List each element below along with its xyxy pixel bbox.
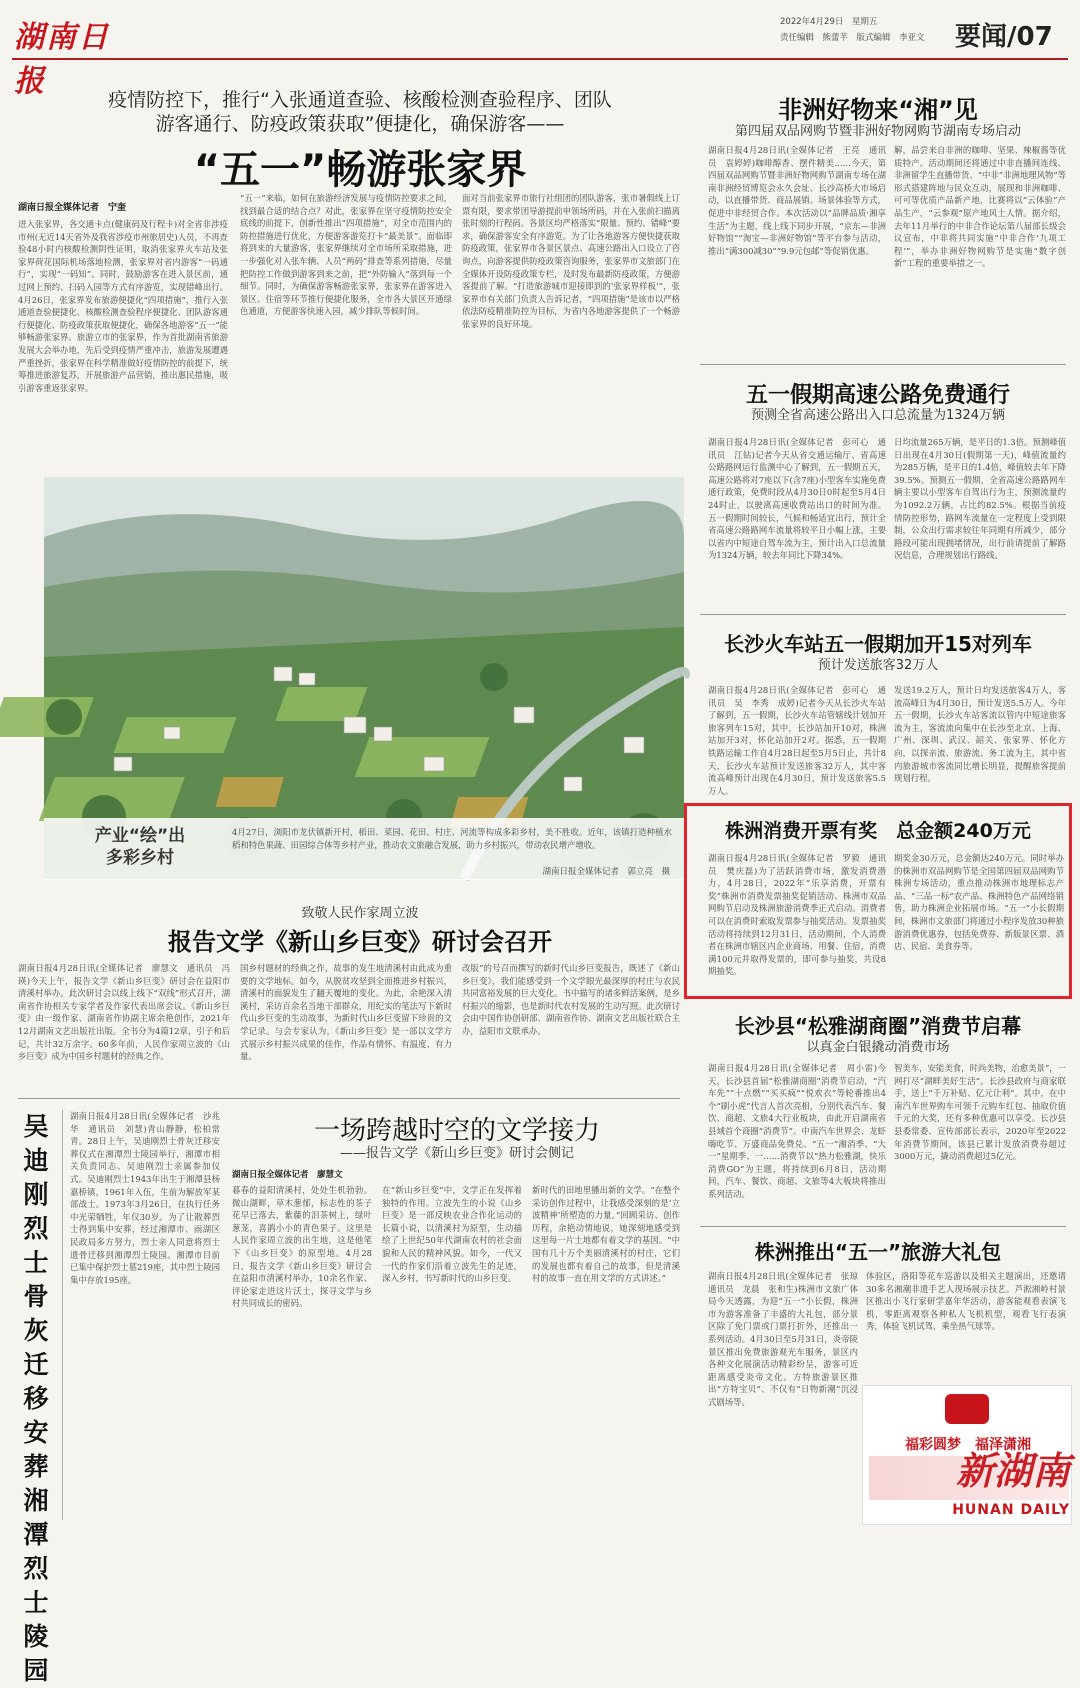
editors-line: 责任编辑 熊蕾芊 版式编辑 李亚文 xyxy=(780,33,925,43)
header-rule xyxy=(12,58,1068,60)
issue-date: 2022年4月29日 星期五 xyxy=(780,17,878,27)
lead-col-3: 面对当前张家界市旅行社组团的团队游客，张市暑假线上订票有限，要求带团导游提前申领场所码，并在入张前扫描离张时刻的行程码。各景区均严格落实“限量、预约、错峰”要求，确保游客安全有序游览。为了让各地游客方便快捷获取防疫政策，张家界市各景区景点、高速公路出入口设立了咨询点，向游客提供防疫政策咨询服务，张家界市文旅部门在全媒体开设防疫政策专栏，及时发布最新防疫政策，方便游客提前了解。“打造旅游城市迎接即到的‘张家界样板’”，张家界市有关部门负责人告诉记者，“四项措施”是该市以严格依法防疫精准防控为目标，为省内各地游客提供了一个畅游张家界的良好环境。 xyxy=(462,193,680,329)
seminar-title: 报告文学《新山乡巨变》研讨会召开 xyxy=(168,928,552,956)
lottery-logo-icon xyxy=(945,1394,989,1424)
gift-col-2: 体验区，洛阳等花车巡游以及相关主题演出，还邀请30多名湘潮非遗手艺人现场展示技艺。芦淞湘岭村景区推出小飞行家研学嘉年华活动，游客能观看表演飞机，零距离观察各种私人飞机机型，观看飞行表演秀，体验飞机试驾，乘坐热气球等。 xyxy=(866,1271,1066,1332)
highway-title: 五一假期高速公路免费通行 xyxy=(745,383,1010,408)
train-col-1: 湖南日报4月28日讯(全媒体记者 彭可心 通讯员 吴 李秀 成婷)记者今天从长沙火车站了解到，五一假期，长沙火车站管辖线计划加开旅客列车15对，其中，长沙站加开10对，株洲站加开3对，怀化站加开2对。据悉，五一假期铁路运输工作自4月28日起至5月5日止，共计8天，长沙火车站预计发送旅客32万人，其中客流高峰预计出现在4月30日，预计发送旅客5.5万人。 xyxy=(708,685,886,796)
gift-col-1: 湖南日报4月28日讯(全媒体记者 张琼 通讯员 龙晨 张和生)株洲市文旅广体局今天透露，为迎“五一”小长假，株洲市为游客准备了丰盛的大礼包，部分景区除了免门票或门票打折外，还推出一系列活动。4月30日至5月31日，炎帝陵景区推出免费旅游观光车服务，景区内各种文化展演活动精彩纷呈，游客可近距离感受炎帝文化。方特旅游景区推出“方特宝贝”、不仅有“日物新潮”沉浸式剧场等。 xyxy=(708,1271,867,1407)
lead-col-1: 进入张家界，各交通卡点(健康码及行程卡)对全省非涉疫市州(无近14天省外及我省涉疫市州旅居史)人员，不再查验48小时内核酸检测阴性证明，取消张家界火车站及张家界荷花国际机场落地检测，张家界对省内游客“一码通行”，实现“一码知”。同时，鼓励游客在进入景区前，通过网上预约、扫码入园等方式有序游览，实现错峰出行。4月26日，张家界发布旅游便捷化“四项措施”，推行入张通道查验便捷化、核酸检测查验程序便捷化、团队游客通行便捷化、防疫政策获取便捷化，确保各地游客“五一”能够畅游张家界。旅游立市的张家界，作为首批湖南省旅游发展大会举办地，先后受到疫情严重冲击，旅游发展遭遇严重挫折，张家界在科学精准做好疫情防控的前提下，统筹推进旅游复苏，开展旅游产品营销，推出惠民措施，吸引游客重返张家界。 xyxy=(18,219,228,393)
africa-title: 非洲好物来“湘”见 xyxy=(778,96,978,124)
ad-slogan: 福彩圆梦 福泽潇湘 xyxy=(905,1437,1031,1453)
seminar-col-3: 改版”的号召而撰写的新时代山乡巨变报告，既述了《新山乡巨变》，我们能感受到一个文学眼光最深厚的村庄与农民共同富裕发展的巨大变化。书中描写的诸多鲜活案例，是乡村振兴的缩影，也是新时代农村发展的生动写照。此次研讨会由中国作协创研部、湖南省作协、湖南文艺出版社联合主办，益阳市文联承办。 xyxy=(462,963,680,1036)
header-meta xyxy=(780,14,950,46)
zhuzhou-title: 株洲消费开票有奖 总金额240万元 xyxy=(725,820,1031,842)
photo-caption-text: 4月27日，浏阳市龙伏镇新开村，稻田、菜园、花田、村庄、河流等构成多彩乡村，美不胜收。近年，该镇打造种植水稻和特色果蔬、田园综合体等乡村产业，推动农文旅融合发展，助力乡村振兴，带动农民增产增收。 xyxy=(232,827,672,850)
seminar-col-1: 湖南日报4月28日讯(全媒体记者 廖慧文 通讯员 冯瑛)今天上午，报告文学《新山乡巨变》研讨会在益阳市清溪村举办。此次研讨会以线上线下“双线”形式召开，湖南省作协相关专家学者及作家代表出席会议。《新山乡巨变》由一级作家、湖南省作协副主席余艳创作，2021年12月湖南文艺出版社出版。全书分为4篇12章，引子和后记，共计32万余字。60多年前，人民作家周立波的《山乡巨变》成为中国乡村题材的经典之作。 xyxy=(18,963,230,1062)
relay-subtitle: ——报告文学《新山乡巨变》研讨会侧记 xyxy=(339,1146,574,1161)
section-label: 要闻/07 xyxy=(955,22,1053,52)
seminar-col-2: 国乡村题材的经典之作，故事的发生地清溪村由此成为重要的文学地标。如今，从脱贫攻坚到全面推进乡村振兴，清溪村的面貌发生了翻天覆地的变化。为此，余艳深入清溪村，采访百余名当地干部群众，用纪实的笔法写下新时代山乡巨变的生动故事，为新时代山乡巨变留下珍贵的文学记录。与会专家认为，《新山乡巨变》是一部以文学方式展示乡村振兴成果的佳作，作品有情怀、有温度、有力量。 xyxy=(240,963,452,1062)
train-col-2: 发送19.2万人，预计日均发送旅客4万人，客流高峰日为4月30日，预计发送5.5万人。今年五一假期，长沙火车站客流以管内中短途旅客流为主，客流流向集中在长沙至北京、上海、广州、深圳、武汉、韶关、张家界、怀化方向，以探亲流、旅游流、务工流为主，其中省内旅游城市客流同比增长明显，提醒旅客提前规划行程。 xyxy=(894,685,1066,784)
relay-title: 一场跨越时空的文学接力 xyxy=(313,1116,600,1146)
songya-col-2: 智美车，安能美食，时尚美物，治愈美景”，一网打尽“湖畔美好生活”。长沙县政府与商家联手，送上“千万补贴、亿元让利”。其中，在中南汽车世界购车可领千元购车红包、抽取价值千元的大奖，还有多种优惠可以享受。长沙县县委常委、宣传部部长表示，2020年至2022年消费节期间，该县已累计发放消费券超过3000万元，撬动消费超过5亿元。 xyxy=(894,1063,1066,1162)
relay-byline: 湖南日报全媒体记者 廖慧文 xyxy=(232,1170,343,1180)
relay-col-3: 新时代的田地里播出新的文学。“在整个采访创作过程中，让我感受深刻的是‘立波精神’所塑造的力量。”回顾采访、创作历程，余艳动情地说，她深刻地感受到这里每一片土地都有着文学的基因。“中国有几十万个美丽清溪村的村庄，它们的发展也都有着自己的故事，但是清溪村的故事一直在用文学的方式讲述。” xyxy=(532,1185,680,1284)
africa-col-1: 湖南日报4月28日讯(全媒体记者 王亮 通讯员 袁婷婷)咖啡醇香、摆件精美……今天，第四届双品网购节暨非洲好物网购节湖南专场在湖南非洲经贸博览会永久会址、长沙高桥大市场启动，以直播带货、商品展销、场景体验等方式，促进中非经贸合作。本次活动以“品牌品质·湘享生活”为主题，线上线下同步开展，“京东—非洲好物馆”“淘宝—非洲好物馆”等平台参与活动，推出“满300减30”“9.9元包邮”等促销优惠。 xyxy=(708,145,886,256)
highway-col-2: 日均流量265万辆，是平日的1.3倍。预测峰值日出现在4月30日(假期第一天)，峰值流量约为285万辆，是平日的1.4倍，峰值较去年下降39.5%。预测五一假期，全省高速公路路网车辆主要以小型客车自驾出行为主，预测流量约为1092.2万辆，占比约82.5%。根据当前疫情防控形势，路网车流量在一定程度上受到限制，公众出行需求较往年同期有所减少，部分路段可能出现拥堵情况，出行前请提前了解路况信息，合理规划出行路线。 xyxy=(894,437,1066,561)
divider xyxy=(700,614,1066,615)
songya-subtitle: 以真金白银撬动消费市场 xyxy=(806,1040,950,1055)
train-subtitle: 预计发送旅客32万人 xyxy=(817,658,939,673)
zhuzhou-col-1: 湖南日报4月28日讯(全媒体记者 罗毅 通讯员 樊庆磊)为了活跃消费市场，激发消费潜力，4月28日，2022年“乐享消费，开票有奖”株洲市消费发票抽奖促销活动、株洲市双品网购节启动及株洲旅游消费季正式启动。消费者可以在消费时索取发票参与抽奖活动。发票抽奖活动将持续到12月31日，活动期间，个人消费者在株洲市辖区内企业商场、用餐、住宿，消费满100元并取得发票的，即可参与抽奖，共设8期抽奖。 xyxy=(708,853,886,977)
africa-subtitle: 第四届双品网购节暨非洲好物网购节湖南专场启动 xyxy=(734,124,1021,139)
relay-col-1: 暮春的益阳清溪村，处处生机勃勃。微山湖畔，草木葱郁，标志性的茶子花早已落去，紫藤的泪茶树上，绿叶葱茏，喜鹊小小的青色果子。这里是人民作家周立波的出生地，这是他笔下《山乡巨变》的原型地。4月28日，报告文学《新山乡巨变》研讨会在益阳市清溪村举办，10余名作家、评论家走进这片沃土，探寻文学与乡村共同成长的密码。 xyxy=(232,1185,372,1309)
photo-credit: 湖南日报全媒体记者 郭立亮 摄 xyxy=(542,867,670,877)
songya-title: 长沙县“松雅湖商圈”消费节启幕 xyxy=(734,1014,1022,1038)
photo-caption-title: 产业“绘”出 多彩乡村 xyxy=(94,826,186,868)
divider xyxy=(700,1226,1066,1227)
wudi-text: 湖南日报4月28日讯(全媒体记者 沙兆华 通讯员 刘慧)青山静静，松柏常青。28日上午，吴迪刚烈士骨灰迁移安葬仪式在湘潭烈士陵园举行，湘潭市相关负责同志、吴迪刚烈士亲属参加仪式。吴迪刚烈士1943年出生于湘潭县杨嘉桥镇，1961年入伍，生前为解放军某部战士。1973年3月26日，在执行任务中光荣牺牲，年仅30岁。为了让散葬烈士得到集中安葬，经过湘潭市、雨湖区民政局多方努力，烈士亲人同意将烈士遗骨迁移到湘潭烈士陵园。湘潭市目前已集中保护烈士墓219座，其中烈士陵园集中存放195座。 xyxy=(70,1111,220,1285)
hunan-daily-watermark: HUNAN DAILY xyxy=(952,1502,1070,1518)
xinhunan-watermark: 新湖南 xyxy=(955,1449,1070,1493)
divider xyxy=(700,364,1066,365)
africa-col-2: 解，品尝来自非洲的咖啡、坚果、辣椒酱等优质特产。活动期间还将通过中非直播间连线、非洲留学生直播带货、“中非”非洲地理风物”等形式搭建阵地与民众互动，展现和非洲咖啡、可可等优质产品新产地，比赛将以“云体验”产品生产，“云参观”原产地风土人情。据介绍，去年11月举行的中非合作论坛第八届部长级会议宣布，中非将共同实施“中非合作‘九项工程’”，举办非洲好物网购节是实施“数字创新”工程的重要举措之一。 xyxy=(894,145,1066,269)
songya-col-1: 湖南日报4月28日讯(全媒体记者 周小雷)今天，长沙县首届“松雅湖商圈”消费节启动，“汽车先”“十点燃”“买买疯”“悦欢衣”等轮番推出4个“刷小虎”代言人首次亮相，分别代表汽车、餐饮、商超、文旅4大行业板块，由此开启湖南省县域首个商圈“消费节”。中南汽车世界会、龙虾嗨吃节、万盛商品免费兑、“五一”湘消季、“大一”星期季、一……消费节以“热力松雅湖，快乐消费GO”为主题，将持续到6月8日，活动期间，汽车、餐饮、商超、文旅等4大板块将推出系列活动。 xyxy=(708,1063,886,1199)
masthead-logo: 湖南日报 xyxy=(14,20,110,99)
relay-col-2: 在“新山乡巨变”中，文学正在发挥着独特的作用。立波先生的小说《山乡巨变》是一部反映农业合作化运动的长篇小说，以清溪村为原型，生动描绘了上世纪50年代湖南农村的社会面貌和人民的精神风貌。如今，一代又一代的作家们沿着立波先生的足迹，深入乡村，书写新时代的山乡巨变。 xyxy=(382,1185,522,1284)
lead-kicker: 疫情防控下，推行“入张通道查验、核酸检测查验程序、团队 游客通行、防疫政策获取”便捷化，确保游客—— xyxy=(108,89,612,135)
column-rule xyxy=(62,1110,63,1520)
gift-title: 株洲推出“五一”旅游大礼包 xyxy=(754,1240,1002,1264)
divider xyxy=(18,1098,680,1099)
seminar-kicker: 致敬人民作家周立波 xyxy=(301,906,419,921)
lead-col-2: “五一”来临，如何在旅游经济发展与疫情防控要求之间，找到最合适的结合点？对此，张家界在坚守疫情防控安全底线的前提下，创新性推出“四项措施”，对全市范围内的防控措施进行优化，方便游客游览打卡“最美景”。面临即将到来的大量游客，张家界继续对全市场所采取措施，进一步强化对入张车辆、人员“两码”排查等系列措施，尽量把防控工作做到游客到来之前，把“外防输入”落到每一个细节。同时，为确保游客畅游张家界，张家界在游客进入景区、住宿等环节推行便捷化服务，全市各大景区开通绿色通道，方便游客快速入园，减少排队等候时间。 xyxy=(240,193,452,317)
zhuzhou-col-2: 期奖金30万元，总金额达240万元。同时举办的株洲市双品网购节是全国第四届双品网购节株洲专场活动，重点推动株洲市地理标志产品、“三品一标”农产品、株洲特色产品网络销售，助力株洲企业拓展市场。“五一”小长假期间，株洲市文旅部门将通过小程序发放30种旅游消费优惠券，包括免费券、新版景区票、酒店、民宿、美食券等。 xyxy=(894,853,1064,952)
train-title: 长沙火车站五一假期加开15对列车 xyxy=(724,632,1032,656)
highway-col-1: 湖南日报4月28日讯(全媒体记者 彭可心 通讯员 江钻)记者今天从省交通运输厅、省高速公路路网运行监测中心了解到，五一假期五天，高速公路将对7座以下(含7座)小型客车实施免费通行政策，免费时段从4月30日0时起至5月4日24时止，以驶离高速收费站出口的时间为准。五一假期时间较长，气候和畅适宜出行，预计全省高速公路路网车流量将较平日小幅上涨，主要以省内中短途自驾车流为主，预计出入口总流量为1324万辆，较去年同比下降34%。 xyxy=(708,437,886,561)
highway-subtitle: 预测全省高速公路出入口总流量为1324万辆 xyxy=(750,408,1006,423)
wudi-title: 吴迪刚烈士骨灰迁移安葬湘潭烈士陵园 xyxy=(23,1112,49,1685)
lead-title: “五一”畅游张家界 xyxy=(193,147,527,193)
lead-byline: 湖南日报全媒体记者 宁奎 xyxy=(18,203,127,213)
